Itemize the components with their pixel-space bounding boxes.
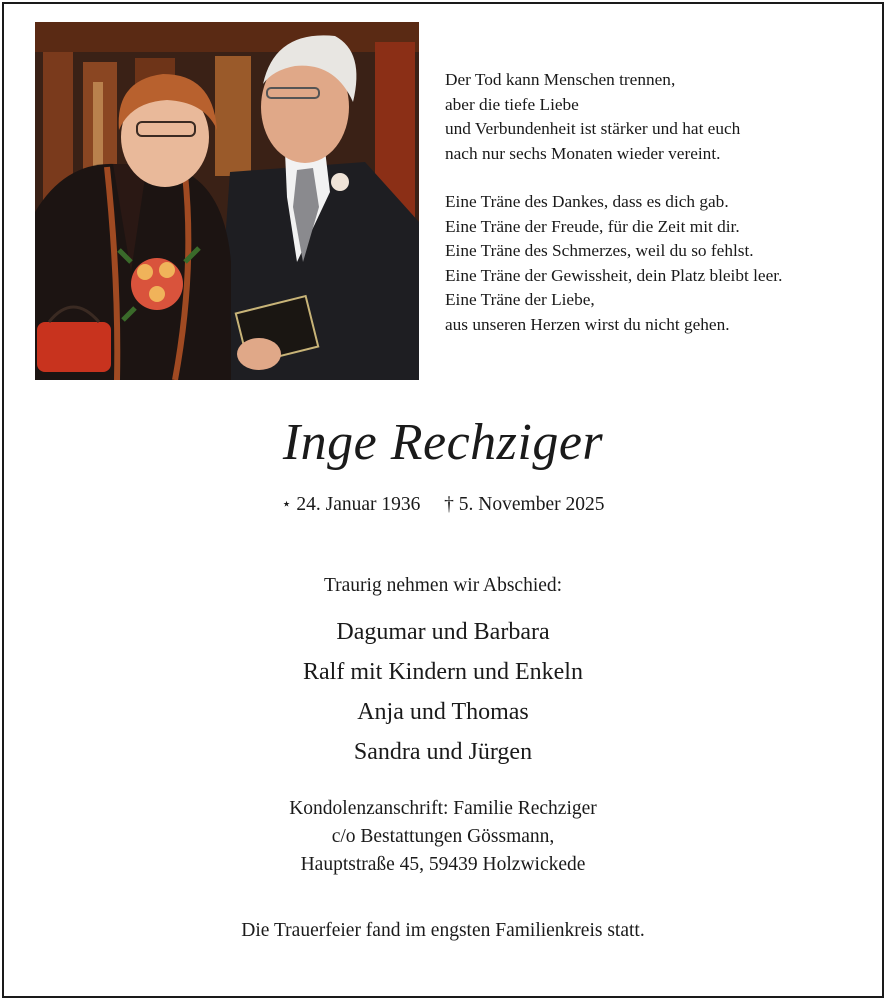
photo-ceiling-beam [35,22,419,52]
woman-handbag [37,322,111,372]
poem-line: Eine Träne der Liebe, [445,290,595,309]
couple-photo [35,22,419,380]
mourner-entry: Sandra und Jürgen [353,739,533,765]
poem-line: nach nur sechs Monaten wieder vereint. [445,143,721,163]
poem-line: aber die tiefe Liebe [445,94,579,114]
funeral-note: Die Trauerfeier fand im engsten Familienkreis statt. [241,920,645,941]
condolence-address [0,795,886,879]
poem [445,68,865,337]
poem-line: aus unseren Herzen wirst du nicht gehen. [445,314,730,334]
poem-line: Eine Träne des Schmerzes, weil du so fehlst. [445,241,754,260]
birth-star-icon: ⋆ [281,496,292,513]
bouquet-rose-3 [149,286,165,302]
man-hand [237,338,281,370]
poem-line: Eine Träne des Dankes, dass es dich gab. [445,192,729,211]
poem-stanza-1 [445,68,865,166]
poem-line: Eine Träne der Freude, für die Zeit mit dir. [445,216,740,236]
mourner-entry: Dagumar und Barbara [336,619,550,645]
address-line: Kondolenzanschrift: Familie Rechziger [289,798,597,819]
poem-line: Eine Träne der Gewissheit, dein Platz bleibt leer. [445,265,783,285]
mourner-entry: Ralf mit Kindern und Enkeln [303,659,583,685]
address-line: Hauptstraße 45, 59439 Holzwickede [300,854,586,875]
death-date: 5. November 2025 [458,494,605,515]
poem-line: Der Tod kann Menschen trennen, [445,70,676,89]
bouquet-rose-1 [137,264,153,280]
deceased-name: Inge Rechziger [282,414,604,471]
poem-line: und Verbundenheit ist stärker und hat euch [445,119,741,138]
photo-panel-4 [215,56,251,176]
birth-date: 24. Januar 1936 [296,494,421,515]
poem-stanza-2 [445,190,865,337]
mourner-entry: Anja und Thomas [357,699,529,725]
bouquet [131,258,183,310]
mourners-list [0,612,886,772]
bouquet-rose-2 [159,262,175,278]
couple-photo-illustration [35,22,419,380]
man-boutonniere [331,173,349,191]
farewell-intro: Traurig nehmen wir Abschied: [323,575,563,596]
death-cross-icon: † [444,494,454,515]
life-dates [0,491,886,520]
address-line: c/o Bestattungen Gössmann, [331,826,555,847]
